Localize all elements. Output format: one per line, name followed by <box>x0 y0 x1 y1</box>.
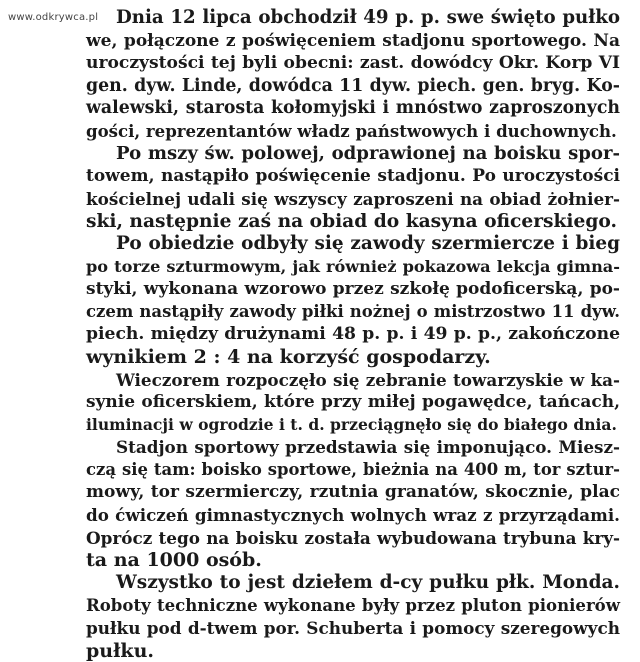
text-line: we, połączone z poświęceniem stadjonu sportowego. Na <box>86 30 620 51</box>
paragraph-5 <box>86 436 620 572</box>
text-line: Po mszy św. polowej, odprawionej na boisku spor- <box>116 142 620 164</box>
text-line: Wieczorem rozpoczęło się zebranie towarzyskie w ka- <box>116 369 620 390</box>
text-line: kościelnej udali się wszyscy zaproszeni na obiad żołnier- <box>86 188 620 209</box>
text-line: gości, reprezentantów władz państwowych i duchownych. <box>86 120 617 141</box>
text-line: do ćwiczeń gimnastycznych wolnych wraz z przyrządami. <box>86 505 620 526</box>
text-line: czem nastąpiły zawody piłki nożnej o mistrzostwo 11 dyw. <box>86 301 620 321</box>
source-watermark: www.odkrywca.pl <box>8 12 99 23</box>
text-line: czą się tam: boisko sportowe, bieżnia na 400 m, tor sztur- <box>86 459 620 479</box>
text-line: Po obiedzie odbyły się zawody szermiercze i bieg <box>116 232 620 254</box>
text-line: ta na 1000 osób. <box>86 549 262 572</box>
text-line: mowy, tor szermierczy, rzutnia granatów, skocznie, plac <box>86 482 620 503</box>
text-line: iluminacji w ogrodzie i t. d. przeciągnęło się do białego dnia. <box>86 414 617 434</box>
text-line: Dnia 12 lipca obchodził 49 p. p. swe święto pułko <box>116 7 620 28</box>
text-line: piech. między drużynami 48 p. p. i 49 p. p., zakończone <box>86 324 620 345</box>
text-line: walewski, starosta kołomyjski i mnóstwo zaproszonych <box>86 98 620 119</box>
text-line: Stadjon sportowy przedstawia się imponująco. Miesz- <box>116 437 620 458</box>
text-line: uroczystości tej byli obecni: zast. dowódcy Okr. Korp VI <box>86 53 620 74</box>
paragraph-3 <box>86 233 620 369</box>
text-line: pułku pod d-twem por. Schuberta i pomocy szeregowych <box>86 618 620 639</box>
text-line: Wszystko to jest dziełem d-cy pułku płk. Monda. <box>116 571 620 593</box>
text-line: towem, nastąpiło poświęcenie stadjonu. Po uroczystości <box>86 166 620 187</box>
text-line: synie oficerskiem, które przy miłej pogawędce, tańcach, <box>86 392 620 413</box>
text-line: ski, następnie zaś na obiad do kasyna oficerskiego. <box>86 210 617 233</box>
paragraph-2 <box>86 143 620 233</box>
text-line: wynikiem 2 : 4 na korzyść gospodarzy. <box>86 345 491 368</box>
paragraph-6 <box>86 572 620 662</box>
text-line: pułku. <box>86 639 155 662</box>
text-line: gen. dyw. Linde, dowódca 11 dyw. piech. gen. bryg. Ko- <box>86 75 620 96</box>
paragraph-4 <box>86 369 620 437</box>
text-line: Oprócz tego na boisku została wybudowana trybuna kry- <box>86 527 620 548</box>
article-body <box>86 7 620 662</box>
text-line: styki, wykonana wzorowo przez szkołę podoficerską, po- <box>86 279 620 300</box>
text-line: po torze szturmowym, jak również pokazowa lekcja gimna- <box>86 256 620 276</box>
text-line: Roboty techniczne wykonane były przez pluton pionierów <box>86 595 620 616</box>
paragraph-1 <box>86 7 620 143</box>
